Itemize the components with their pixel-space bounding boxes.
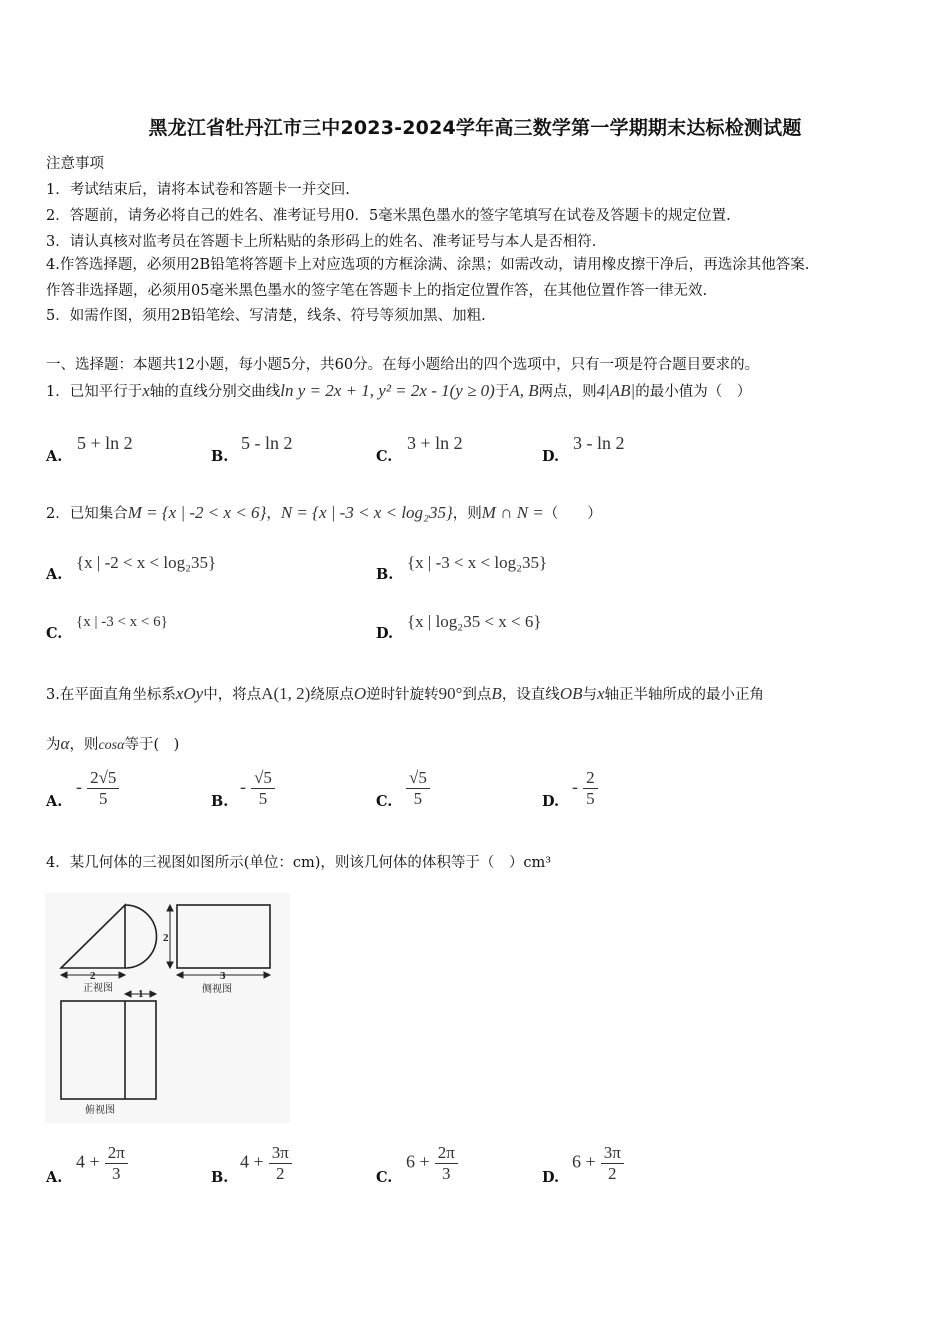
q3-option-b-value xyxy=(240,768,275,808)
q2-option-a-value: {x | -2 < x < log₂35} xyxy=(76,553,217,572)
front-view-semicircle xyxy=(125,905,157,968)
q1-text-4: 两点，则 xyxy=(538,384,597,400)
q3-text-9: 为 xyxy=(46,737,61,753)
question-1 xyxy=(46,380,751,401)
q3-option-d-letter: D. xyxy=(542,793,560,810)
q1-x: x xyxy=(142,381,150,400)
note-item-6: 5．如需作图，须用2B铅笔绘、写清楚，线条、符号等须加黑、加粗. xyxy=(46,308,486,324)
arrow-3 xyxy=(167,905,173,911)
q4-option-c-den: 3 xyxy=(442,1163,451,1183)
q1-option-c-letter: C. xyxy=(376,448,393,465)
q4-option-c-letter: C. xyxy=(376,1169,393,1186)
q3-option-d-sign: - xyxy=(572,776,578,797)
front-view-triangle xyxy=(61,905,125,968)
q1-option-d-letter: D. xyxy=(542,448,560,465)
q3-option-a-sign: - xyxy=(76,776,82,797)
note-item-2: 2．答题前，请务必将自己的姓名、准考证号用0．5毫米黑色墨水的签字笔填写在试卷及答题卡的规定位置. xyxy=(46,208,731,224)
q3-option-c-value xyxy=(406,768,430,808)
q2-set-m: M = {x | -2 < x < 6} xyxy=(127,503,267,522)
q1-curves: ln y = 2x + 1, y² = 2x - 1(y ≥ 0) xyxy=(280,381,495,400)
q3-option-b-fraction xyxy=(251,768,275,808)
q3-option-b-num: √5 xyxy=(251,768,275,789)
q3-option-d-num: 2 xyxy=(583,768,598,789)
q4-option-a-fraction xyxy=(105,1143,128,1183)
front-view-label: 正视图 xyxy=(83,983,113,994)
question-4: 4．某几何体的三视图如图所示(单位：cm)，则该几何体的体积等于（ ）cm³ xyxy=(46,855,552,871)
q2-option-d-value: {x | log₂35 < x < 6} xyxy=(407,612,542,631)
q2-text-1: 2．已知集合 xyxy=(46,506,128,522)
question-2 xyxy=(46,502,602,523)
q3-text-2: 中，将点 xyxy=(203,687,262,703)
q3-option-b-letter: B. xyxy=(211,793,229,810)
q3-point-a: A(1, 2) xyxy=(261,684,311,703)
side-view-label: 侧视图 xyxy=(202,984,232,995)
q1-option-a-letter: A. xyxy=(46,448,63,465)
q2-expr: M ∩ N = xyxy=(481,503,544,522)
q4-option-a-num: 2π xyxy=(105,1143,128,1164)
note-item-4: 4.作答选择题，必须用2B铅笔将答题卡上对应选项的方框涂满、涂黑；如需改动，请用橡皮擦干净后，再选涂其他答案. xyxy=(46,257,810,273)
q4-option-a-den: 3 xyxy=(112,1163,121,1183)
q3-option-b-den: 5 xyxy=(258,788,268,808)
q3-text-4: 逆时针旋转 xyxy=(366,687,439,703)
q3-cos: cosα xyxy=(98,738,125,753)
arrow-7 xyxy=(125,991,131,997)
q4-option-d-value xyxy=(572,1143,624,1183)
q4-option-d-num: 3π xyxy=(601,1143,624,1164)
q4-option-d-letter: D. xyxy=(542,1169,560,1186)
q3-x: x xyxy=(596,684,605,703)
q3-text-6: ，设直线 xyxy=(501,687,560,703)
q2-comma: ， xyxy=(266,506,281,522)
q1-ab: A, B xyxy=(509,381,539,400)
q1-option-a-value: 5 + ln 2 xyxy=(77,433,133,453)
q3-text-3: 绕原点 xyxy=(310,687,354,703)
q1-option-c-value: 3 + ln 2 xyxy=(407,433,463,453)
q3-text-11: 等于( ) xyxy=(124,737,180,753)
q3-deg: 90° xyxy=(438,684,463,703)
top-view-label: 俯视图 xyxy=(85,1105,115,1116)
note-item-3: 3．请认真核对监考员在答题卡上所粘贴的条形码上的姓名、准考证号与本人是否相符. xyxy=(46,234,597,250)
question-3-line-1 xyxy=(46,683,764,704)
section-heading: 一、选择题：本题共12小题，每小题5分，共60分。在每小题给出的四个选项中，只有一项是符合题目要求的。 xyxy=(46,357,760,373)
q4-option-b-int: 4 + xyxy=(240,1151,264,1172)
q1-option-b-letter: B. xyxy=(211,448,229,465)
q4-option-b-fraction xyxy=(269,1143,292,1183)
q1-text-2: 轴的直线分别交曲线 xyxy=(149,384,281,400)
dim-side-width: 3 xyxy=(220,970,226,982)
q2-text-3: （ ） xyxy=(543,506,602,522)
q4-option-a-letter: A. xyxy=(46,1169,63,1186)
dim-front-width: 2 xyxy=(90,970,96,982)
q4-option-a-int: 4 + xyxy=(76,1151,100,1172)
q2-option-b-letter: B. xyxy=(376,566,394,583)
q3-b: B xyxy=(491,684,502,703)
q1-option-b-value: 5 - ln 2 xyxy=(241,433,293,453)
q3-xoy: xOy xyxy=(175,684,204,703)
q2-option-b-value: {x | -3 < x < log₂35} xyxy=(407,553,548,572)
q4-option-c-fraction xyxy=(435,1143,458,1183)
q2-text-2: ，则 xyxy=(452,506,482,522)
top-view-rect xyxy=(61,1001,156,1099)
q3-option-a-num: 2√5 xyxy=(87,768,119,789)
q3-option-a-fraction xyxy=(87,768,119,808)
q4-option-b-den: 2 xyxy=(276,1163,285,1183)
q3-o: O xyxy=(353,684,367,703)
notes-heading: 注意事项 xyxy=(46,156,104,172)
q4-option-c-int: 6 + xyxy=(406,1151,430,1172)
q3-option-b-sign: - xyxy=(240,776,246,797)
q3-text-7: 与 xyxy=(582,687,597,703)
q1-option-d-value: 3 - ln 2 xyxy=(573,433,625,453)
q4-option-d-fraction xyxy=(601,1143,624,1183)
arrow-2 xyxy=(119,972,125,978)
arrow-5 xyxy=(177,972,183,978)
q3-alpha: α xyxy=(60,734,70,753)
arrow-8 xyxy=(150,991,156,997)
three-view-figure xyxy=(45,893,290,1123)
q3-text-5: 到点 xyxy=(462,687,492,703)
question-3-line-2 xyxy=(46,733,179,754)
q4-option-c-num: 2π xyxy=(435,1143,458,1164)
dim-height: 2 xyxy=(163,932,169,944)
page-title: 黑龙江省牡丹江市三中2023-2024学年高三数学第一学期期末达标检测试题 xyxy=(148,117,802,139)
q3-text-1: 3.在平面直角坐标系 xyxy=(46,687,176,703)
q3-option-d-fraction xyxy=(583,768,598,808)
q2-set-n: N = {x | -3 < x < log₂35} xyxy=(280,503,453,522)
arrow-1 xyxy=(61,972,67,978)
q1-text-1: 1．已知平行于 xyxy=(46,384,143,400)
q2-option-c-letter: C. xyxy=(46,625,63,642)
q2-option-d-letter: D. xyxy=(376,625,394,642)
side-view-rect xyxy=(177,905,270,968)
arrow-6 xyxy=(264,972,270,978)
q1-text-3: 于 xyxy=(494,384,510,400)
q3-option-a-letter: A. xyxy=(46,793,63,810)
q1-expr: 4|AB| xyxy=(596,381,636,400)
q4-option-b-value xyxy=(240,1143,292,1183)
q4-option-c-value xyxy=(406,1143,458,1183)
q3-option-c-fraction xyxy=(406,768,430,808)
q3-option-c-letter: C. xyxy=(376,793,393,810)
q2-option-a-letter: A. xyxy=(46,566,63,583)
note-item-5: 作答非选择题，必须用05毫米黑色墨水的签字笔在答题卡上的指定位置作答，在其他位置作答一律无效. xyxy=(46,283,708,299)
q3-option-d-den: 5 xyxy=(586,788,595,808)
dim-top: 1 xyxy=(138,988,144,1000)
q4-option-d-den: 2 xyxy=(608,1163,617,1183)
q3-option-a-den: 5 xyxy=(99,788,108,808)
q2-option-c-value: {x | -3 < x < 6} xyxy=(76,614,168,630)
note-item-1: 1．考试结束后，请将本试卷和答题卡一并交回. xyxy=(46,182,350,198)
q3-text-10: ，则 xyxy=(69,737,99,753)
q1-text-5: 的最小值为（ ） xyxy=(635,384,752,400)
q4-option-d-int: 6 + xyxy=(572,1151,596,1172)
q3-option-a-value xyxy=(76,768,119,808)
arrow-4 xyxy=(167,962,173,968)
q3-option-d-value xyxy=(572,768,598,808)
q4-option-a-value xyxy=(76,1143,128,1183)
q3-option-c-num: √5 xyxy=(406,768,430,789)
q4-option-b-num: 3π xyxy=(269,1143,292,1164)
q3-option-c-den: 5 xyxy=(413,788,423,808)
q3-ob: OB xyxy=(559,684,583,703)
q3-text-8: 轴正半轴所成的最小正角 xyxy=(604,687,765,703)
q4-option-b-letter: B. xyxy=(211,1169,229,1186)
three-view-drawing xyxy=(45,893,290,1123)
